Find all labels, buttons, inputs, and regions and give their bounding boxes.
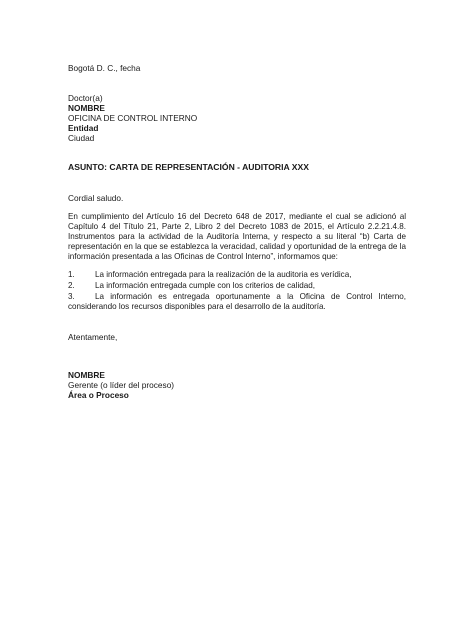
closing: Atentamente, [68, 332, 118, 342]
recipient-name: NOMBRE [68, 103, 105, 113]
body-paragraph: En cumplimiento del Artículo 16 del Decreto 648 de 2017, mediante el cual se adicionó al Capítulo 4 del Título 21, Parte 2, Libro 2 del Decreto 1083 de 2015, el Artículo 2.2.21.4.8. Instrumentos para la actividad de la Auditoría Interna, y respecto a su literal “b) Carta de representación en la que se establezca la veracidad, calidad y oportunidad de la entrega de la información presentada a las Oficinas de Control Interno”, informamos que: [68, 212, 406, 261]
list-item-number: 1. [68, 270, 75, 279]
list-item-number: 2. [68, 281, 75, 290]
list-item-text: La información es entregada oportunamente a la Oficina de Control Interno, [95, 292, 406, 301]
list-item-text: La información entregada para la realización de la auditoria es verídica, [95, 270, 352, 279]
signature-area: Área o Proceso [68, 390, 129, 400]
list-item [68, 292, 406, 312]
list-item-text: La información entregada cumple con los criterios de calidad, [95, 281, 316, 290]
list-item-text-continuation: considerando los recursos disponibles para el desarrollo de la auditoría. [68, 302, 326, 311]
subject-line: ASUNTO: CARTA DE REPRESENTACIÓN - AUDITORIA XXX [68, 162, 309, 172]
recipient-entity: Entidad [68, 123, 99, 133]
greeting: Cordial saludo. [68, 193, 124, 203]
recipient-city: Ciudad [68, 133, 95, 143]
signature-name: NOMBRE [68, 370, 105, 380]
signature-role: Gerente (o líder del proceso) [68, 380, 175, 390]
recipient-office: OFICINA DE CONTROL INTERNO [68, 113, 198, 123]
recipient-title: Doctor(a) [68, 93, 103, 103]
list-item-number: 3. [68, 292, 75, 301]
place-date: Bogotá D. C., fecha [68, 63, 141, 73]
